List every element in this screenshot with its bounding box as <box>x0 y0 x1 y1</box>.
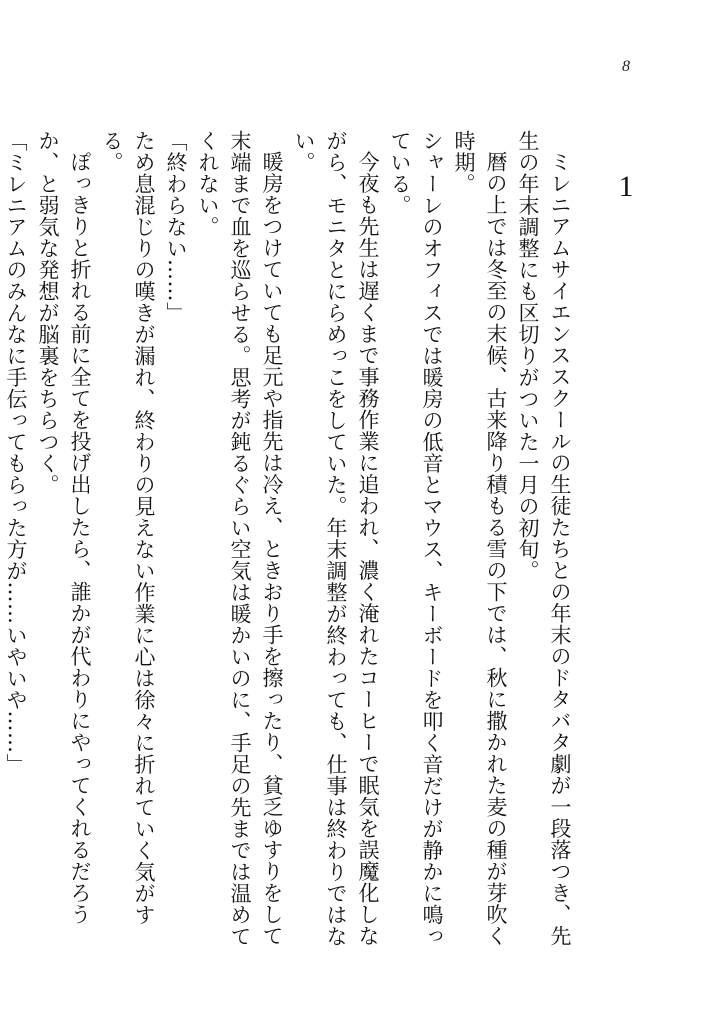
paragraph: 暖房をつけていても足元や指先は冷え、ときおり手を擦ったり、貧乏ゆすりをして末端まで血を巡らせる。思考が鈍るぐらい空気は暖かいのに、手足の先までは温めてくれない。 <box>196 130 284 947</box>
chapter-number: 1 <box>618 170 634 203</box>
paragraph: ミレニアムサイエンススクールの生徒たちとの年末のドタバタ劇が一段落つき、先生の年末調整にも区切りがついた一月の初旬。 <box>516 130 572 947</box>
page-number: 8 <box>622 58 630 75</box>
dialogue: 「ミレニアムのみんなに手伝ってもらった方が……いやいや……」 <box>4 130 28 775</box>
paragraph: 今夜も先生は遅くまで事務作業に追われ、濃く淹れたコーヒーで眠気を誤魔化しながら、モニタとにらめっこをしていた。年末調整が終わっても、仕事は終わりではない。 <box>292 130 380 947</box>
dialogue: 「終わらない……」 <box>164 130 188 324</box>
paragraph: ぽっきりと折れる前に全てを投げ出したら、誰かが代わりにやってくれるだろうか、と弱気な発想が脳裏をちらつく。 <box>36 130 92 925</box>
body-text <box>0 130 576 960</box>
paragraph: シャーレのオフィスでは暖房の低音とマウス、キーボードを叩く音だけが静かに鳴っている。 <box>388 130 444 947</box>
paragraph: 暦の上では冬至の末候、古来降り積もる雪の下では、秋に撒かれた麦の種が芽吹く時期。 <box>452 130 508 947</box>
paragraph: ため息混じりの嘆きが漏れ、終わりの見えない作業に心は徐々に折れていく気がする。 <box>100 130 156 926</box>
